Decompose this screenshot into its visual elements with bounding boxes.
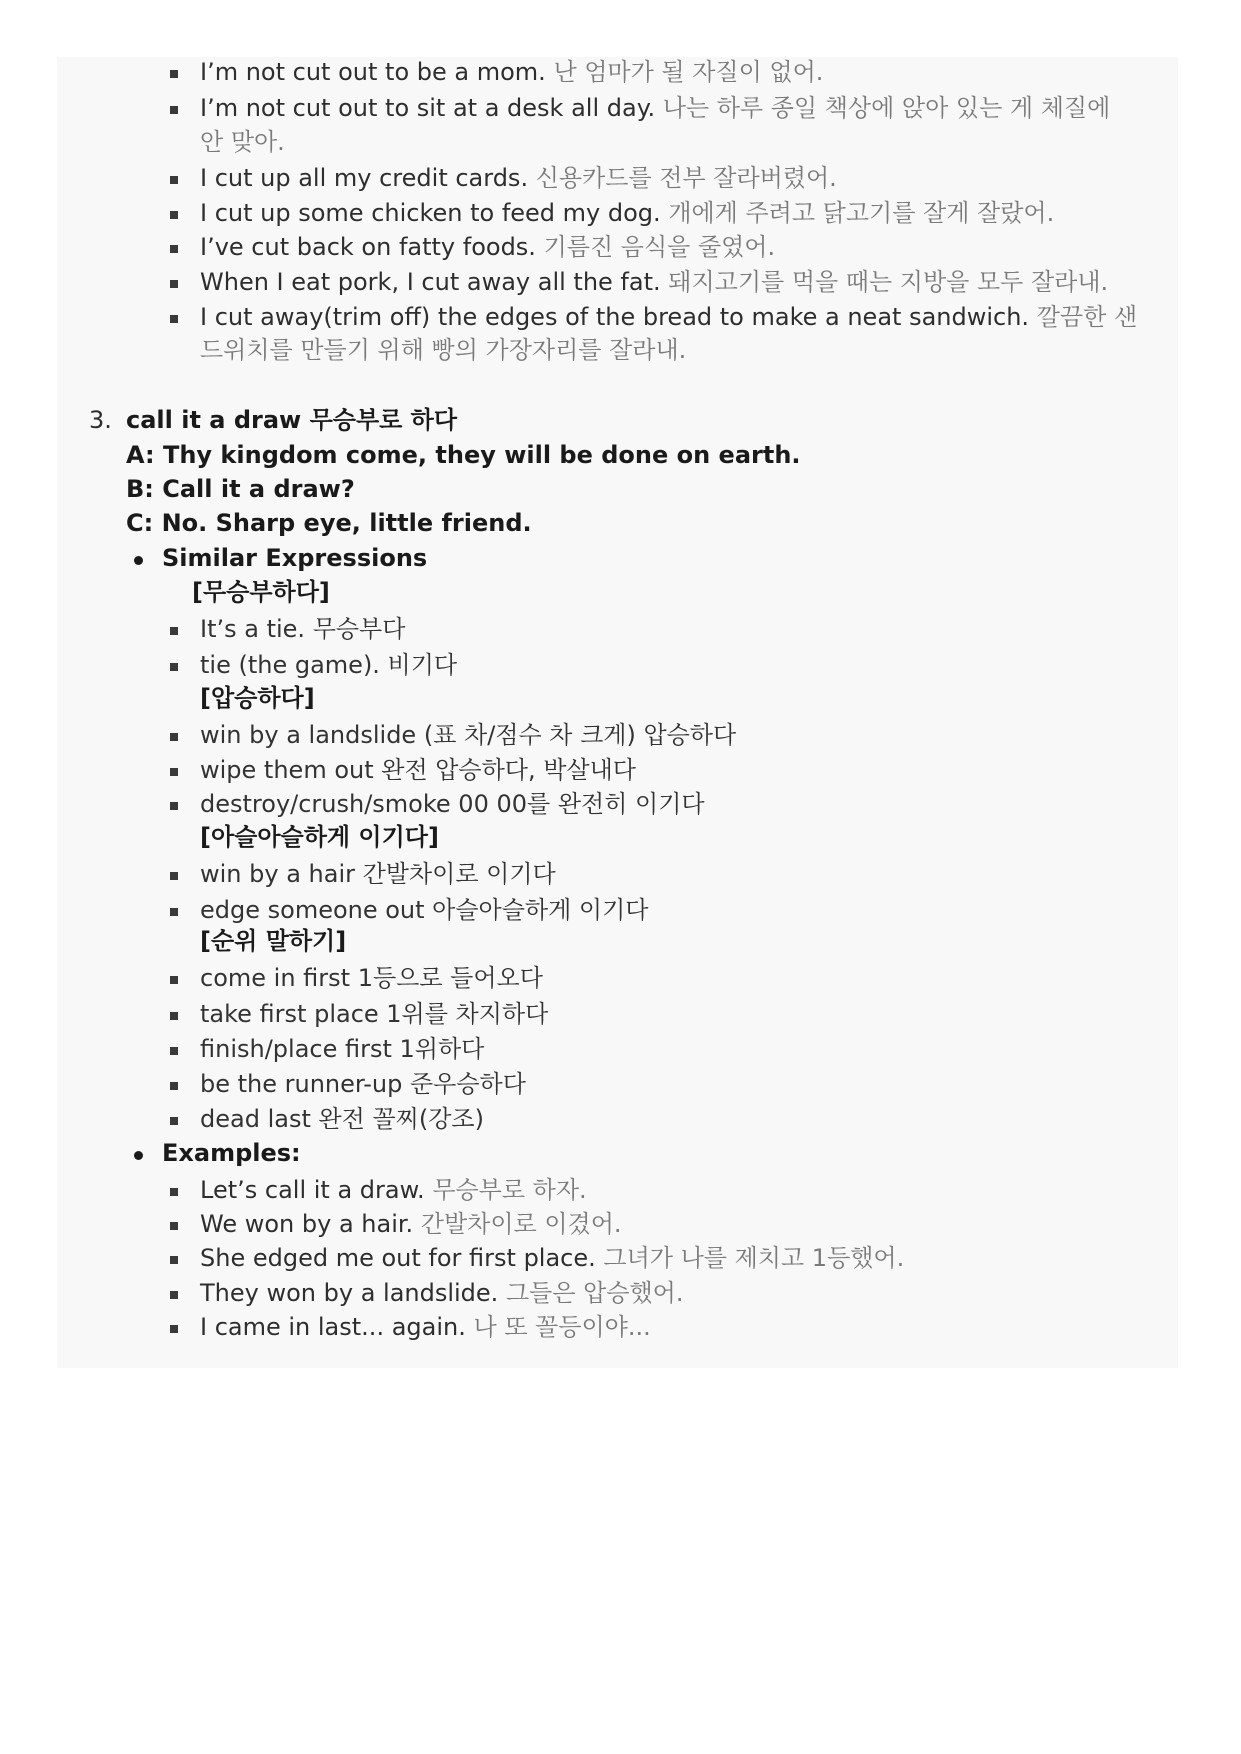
english-sentence: We won by a hair. — [200, 1210, 414, 1238]
group-heading: [무승부하다] — [192, 578, 330, 606]
dialogue-line: B: Call it a draw? — [126, 475, 355, 503]
expression-item: edge someone out 아슬아슬하게 이기다 — [200, 896, 649, 924]
bullet-dot — [134, 1151, 143, 1160]
group-heading: [아슬아슬하게 이기다] — [200, 823, 439, 851]
expression-item: wipe them out 완전 압승하다, 박살내다 — [200, 756, 636, 784]
section-number: 3. — [89, 406, 112, 434]
expression-item: tie (the game). 비기다 — [200, 651, 458, 679]
bullet-square — [170, 1117, 178, 1125]
group-heading: [압승하다] — [200, 684, 315, 712]
expression-item: finish/place first 1위하다 — [200, 1035, 485, 1063]
english-sentence: They won by a landslide. — [200, 1279, 499, 1307]
bullet-square — [170, 280, 178, 288]
korean-translation: 나는 하루 종일 책상에 앉아 있는 게 체질에 — [662, 94, 1111, 122]
list-item — [200, 92, 1110, 124]
list-item — [200, 162, 837, 194]
example-item — [200, 1311, 651, 1343]
bullet-square — [170, 1325, 178, 1333]
expression-item: be the runner-up 준우승하다 — [200, 1070, 526, 1098]
english-sentence: Let’s call it a draw. — [200, 1176, 425, 1204]
example-item — [200, 1208, 622, 1240]
list-item — [200, 301, 1137, 333]
bullet-square — [170, 70, 178, 78]
bullet-square — [170, 106, 178, 114]
bullet-square — [170, 1047, 178, 1055]
english-sentence: I cut up some chicken to feed my dog. — [200, 199, 661, 227]
similar-expressions-heading: Similar Expressions — [162, 544, 428, 572]
english-sentence: I’m not cut out to be a mom. — [200, 58, 546, 86]
korean-translation: 간발차이로 이겼어. — [420, 1210, 622, 1238]
bullet-square — [170, 663, 178, 671]
english-sentence: I’ve cut back on fatty foods. — [200, 233, 536, 261]
bullet-square — [170, 1082, 178, 1090]
korean-translation: 나 또 꼴등이야... — [473, 1313, 651, 1341]
expression-item: win by a hair 간발차이로 이기다 — [200, 860, 556, 888]
bullet-square — [170, 802, 178, 810]
korean-translation: 신용카드를 전부 잘라버렸어. — [535, 164, 837, 192]
list-item-continuation — [200, 126, 285, 158]
expression-item: come in first 1등으로 들어오다 — [200, 964, 543, 992]
korean-translation: 돼지고기를 먹을 때는 지방을 모두 잘라내. — [668, 268, 1109, 296]
english-sentence: When I eat pork, I cut away all the fat. — [200, 268, 661, 296]
bullet-square — [170, 627, 178, 635]
examples-heading: Examples: — [162, 1139, 301, 1167]
korean-translation: 난 엄마가 될 자질이 없어. — [553, 58, 824, 86]
korean-translation: 드위치를 만들기 위해 빵의 가장자리를 잘라내. — [200, 336, 687, 364]
list-item — [200, 197, 1054, 229]
bullet-square — [170, 768, 178, 776]
bullet-square — [170, 245, 178, 253]
bullet-square — [170, 733, 178, 741]
bullet-square — [170, 315, 178, 323]
expression-item: take first place 1위를 차지하다 — [200, 1000, 549, 1028]
english-sentence: I cut away(trim off) the edges of the bread to make a neat sandwich. — [200, 303, 1030, 331]
english-sentence: I’m not cut out to sit at a desk all day. — [200, 94, 656, 122]
bullet-square — [170, 176, 178, 184]
bullet-dot — [134, 556, 143, 565]
expression-item: It’s a tie. 무승부다 — [200, 615, 406, 643]
dialogue-line: A: Thy kingdom come, they will be done on earth. — [126, 441, 801, 469]
list-item — [200, 231, 775, 263]
bullet-square — [170, 211, 178, 219]
bullet-square — [170, 1291, 178, 1299]
korean-translation: 기름진 음식을 줄였어. — [543, 233, 776, 261]
example-item — [200, 1242, 904, 1274]
korean-translation: 그들은 압승했어. — [505, 1279, 684, 1307]
english-sentence: I came in last... again. — [200, 1313, 466, 1341]
bullet-square — [170, 872, 178, 880]
expression-item: destroy/crush/smoke 00 00를 완전히 이기다 — [200, 790, 705, 818]
korean-translation: 그녀가 나를 제치고 1등했어. — [603, 1244, 905, 1272]
english-sentence: I cut up all my credit cards. — [200, 164, 529, 192]
bullet-square — [170, 1012, 178, 1020]
expression-item: win by a landslide (표 차/점수 차 크게) 압승하다 — [200, 721, 737, 749]
example-item — [200, 1174, 587, 1206]
english-sentence: She edged me out for first place. — [200, 1244, 596, 1272]
bullet-square — [170, 976, 178, 984]
list-item — [200, 266, 1108, 298]
list-item — [200, 56, 823, 88]
group-heading: [순위 말하기] — [200, 927, 347, 955]
korean-translation: 안 맞아. — [200, 128, 285, 156]
korean-translation: 개에게 주려고 닭고기를 잘게 잘랐어. — [668, 199, 1055, 227]
bullet-square — [170, 1222, 178, 1230]
bullet-square — [170, 1188, 178, 1196]
dialogue-line: C: No. Sharp eye, little friend. — [126, 509, 532, 537]
bullet-square — [170, 1256, 178, 1264]
example-item — [200, 1277, 684, 1309]
section-title: call it a draw 무승부로 하다 — [126, 406, 458, 434]
list-item-continuation — [200, 334, 686, 366]
bullet-square — [170, 908, 178, 916]
korean-translation: 깔끔한 샌 — [1036, 303, 1138, 331]
korean-translation: 무승부로 하자. — [432, 1176, 587, 1204]
expression-item: dead last 완전 꼴찌(강조) — [200, 1105, 484, 1133]
